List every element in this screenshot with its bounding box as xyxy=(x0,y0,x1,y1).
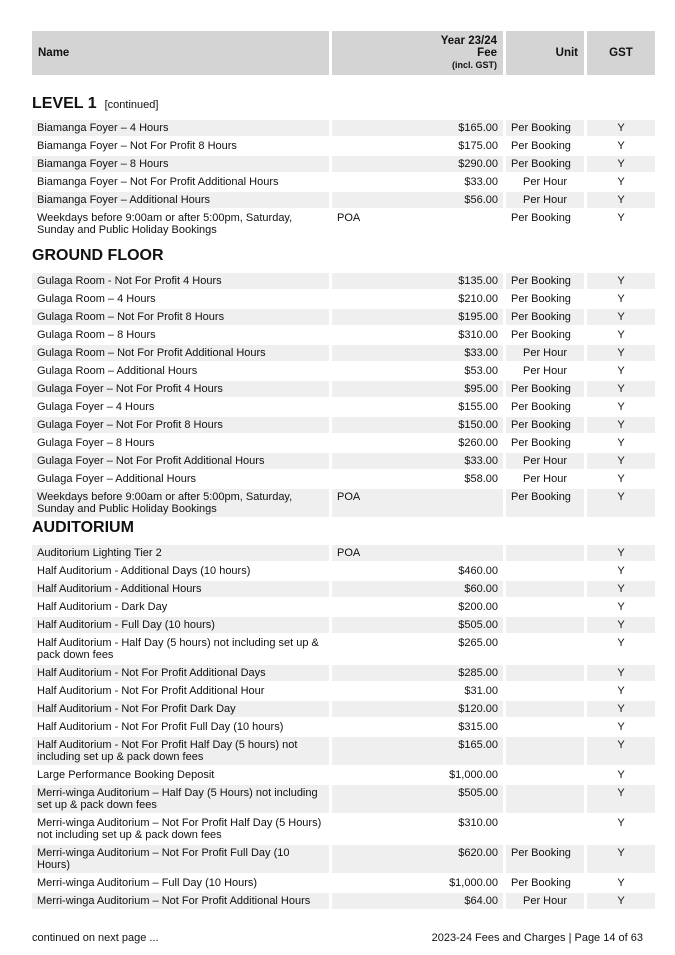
item-name: Merri-winga Auditorium – Not For Profit Additional Hours xyxy=(32,893,329,909)
section-title: AUDITORIUM xyxy=(32,519,134,536)
item-gst: Y xyxy=(617,817,625,829)
item-unit xyxy=(506,737,584,765)
item-name: Biamanga Foyer – Not For Profit 8 Hours xyxy=(37,140,237,152)
auditorium-fee-table xyxy=(29,543,658,911)
item-gst: Y xyxy=(617,769,625,781)
item-unit xyxy=(506,785,584,813)
item-name: Gulaga Room - Not For Profit 4 Hours xyxy=(32,273,329,289)
table-row xyxy=(32,683,655,699)
item-name: Merri-winga Auditorium – Full Day (10 Hours) xyxy=(37,877,258,889)
item-unit: Per Booking xyxy=(506,489,584,517)
table-row xyxy=(32,327,655,343)
item-fee: $135.00 xyxy=(332,273,503,289)
table-row xyxy=(32,563,655,579)
item-name: Gulaga Foyer – 8 Hours xyxy=(37,437,155,449)
section-title-auditorium xyxy=(32,519,134,537)
item-unit: Per Booking xyxy=(506,845,584,873)
item-gst: Y xyxy=(617,212,625,224)
table-row xyxy=(32,363,655,379)
item-gst: Y xyxy=(587,120,655,136)
item-name: Half Auditorium - Not For Profit Full Day (10 hours) xyxy=(37,721,284,733)
item-name: Biamanga Foyer – 8 Hours xyxy=(32,156,329,172)
item-gst: Y xyxy=(617,365,625,377)
table-row xyxy=(32,309,655,325)
item-fee: $31.00 xyxy=(464,685,498,697)
table-row xyxy=(32,599,655,615)
item-unit: Per Hour xyxy=(506,893,584,909)
item-unit: Per Booking xyxy=(506,273,584,289)
item-gst: Y xyxy=(617,437,625,449)
table-row xyxy=(32,845,655,873)
item-fee: $265.00 xyxy=(458,637,498,649)
item-gst: Y xyxy=(617,721,625,733)
item-gst: Y xyxy=(617,565,625,577)
item-unit: Per Booking xyxy=(511,437,571,449)
table-row xyxy=(32,665,655,681)
item-fee: $505.00 xyxy=(332,617,503,633)
item-unit xyxy=(506,581,584,597)
table-row xyxy=(32,435,655,451)
item-name: Gulaga Room – 4 Hours xyxy=(37,293,156,305)
item-name: Biamanga Foyer – 4 Hours xyxy=(32,120,329,136)
item-fee: $460.00 xyxy=(458,565,498,577)
item-name: Half Auditorium - Not For Profit Additional Hour xyxy=(37,685,265,697)
item-fee: $260.00 xyxy=(458,437,498,449)
table-row xyxy=(32,381,655,397)
item-name: Weekdays before 9:00am or after 5:00pm, Saturday, Sunday and Public Holiday Bookings xyxy=(32,489,329,517)
item-fee: $620.00 xyxy=(332,845,503,873)
item-fee: $58.00 xyxy=(464,473,498,485)
item-gst: Y xyxy=(617,140,625,152)
item-unit: Per Booking xyxy=(506,381,584,397)
item-fee: POA xyxy=(332,545,503,561)
item-gst: Y xyxy=(587,617,655,633)
item-gst: Y xyxy=(587,381,655,397)
table-row xyxy=(32,545,655,561)
item-fee: $120.00 xyxy=(332,701,503,717)
item-unit: Per Hour xyxy=(522,176,568,188)
item-unit xyxy=(506,767,584,783)
item-unit xyxy=(506,599,584,615)
item-fee: $150.00 xyxy=(332,417,503,433)
item-gst: Y xyxy=(587,785,655,813)
item-fee: $64.00 xyxy=(332,893,503,909)
item-gst: Y xyxy=(587,453,655,469)
table-row xyxy=(32,893,655,909)
item-gst: Y xyxy=(587,545,655,561)
item-unit: Per Booking xyxy=(511,140,571,152)
item-name: Half Auditorium - Not For Profit Half Day (5 hours) not including set up & pack down fees xyxy=(32,737,329,765)
item-unit: Per Hour xyxy=(506,345,584,361)
item-fee: $315.00 xyxy=(458,721,498,733)
section-title-level-1 xyxy=(32,95,158,113)
item-name: Half Auditorium - Full Day (10 hours) xyxy=(32,617,329,633)
item-name: Gulaga Room – Not For Profit Additional Hours xyxy=(32,345,329,361)
section-title: GROUND FLOOR xyxy=(32,247,164,264)
item-gst: Y xyxy=(617,473,625,485)
item-name: Large Performance Booking Deposit xyxy=(37,769,215,781)
item-gst: Y xyxy=(617,877,625,889)
item-name: Gulaga Room – Not For Profit 8 Hours xyxy=(32,309,329,325)
item-gst: Y xyxy=(587,845,655,873)
item-fee: POA xyxy=(337,212,361,224)
item-unit xyxy=(506,701,584,717)
item-gst: Y xyxy=(587,156,655,172)
item-name: Gulaga Room – Additional Hours xyxy=(37,365,198,377)
item-fee: $210.00 xyxy=(458,293,498,305)
table-row xyxy=(32,719,655,735)
item-fee: $1,000.00 xyxy=(449,877,498,889)
item-fee: $310.00 xyxy=(458,817,498,829)
item-fee: $56.00 xyxy=(332,192,503,208)
item-name: Gulaga Room – 8 Hours xyxy=(37,329,156,341)
item-gst: Y xyxy=(617,293,625,305)
table-row xyxy=(32,120,655,136)
item-name: Gulaga Foyer – 4 Hours xyxy=(37,401,155,413)
item-unit: Per Booking xyxy=(506,309,584,325)
table-row xyxy=(32,701,655,717)
table-row xyxy=(32,138,655,154)
item-unit: Per Hour xyxy=(522,473,568,485)
item-unit xyxy=(506,683,584,699)
item-fee: $290.00 xyxy=(332,156,503,172)
item-fee: $165.00 xyxy=(332,737,503,765)
ground-floor-fee-table xyxy=(29,271,658,519)
fee-header-line1: Year 23/24 xyxy=(440,35,497,47)
item-unit: Per Hour xyxy=(506,453,584,469)
item-fee: $285.00 xyxy=(332,665,503,681)
item-fee: $33.00 xyxy=(332,345,503,361)
item-fee: $200.00 xyxy=(458,601,498,613)
table-row xyxy=(32,635,655,663)
item-gst: Y xyxy=(587,489,655,517)
item-name: Biamanga Foyer – Additional Hours xyxy=(32,192,329,208)
table-row xyxy=(32,617,655,633)
table-row xyxy=(32,417,655,433)
item-name: Half Auditorium - Half Day (5 hours) not including set up & pack down fees xyxy=(37,637,319,661)
table-row xyxy=(32,581,655,597)
item-name: Half Auditorium - Not For Profit Dark Day xyxy=(32,701,329,717)
section-title: LEVEL 1 xyxy=(32,95,97,112)
item-unit: Per Booking xyxy=(511,293,571,305)
item-name: Merri-winga Auditorium – Not For Profit Half Day (5 Hours) not including set up & pack down fees xyxy=(37,817,322,841)
item-gst: Y xyxy=(617,601,625,613)
item-fee: $165.00 xyxy=(332,120,503,136)
fee-header-line2: Fee xyxy=(477,47,497,59)
table-row xyxy=(32,345,655,361)
table-row xyxy=(32,192,655,208)
item-name: Weekdays before 9:00am or after 5:00pm, Saturday, Sunday and Public Holiday Bookings xyxy=(37,212,293,236)
item-name: Half Auditorium - Additional Days (10 hours) xyxy=(37,565,251,577)
section-title-ground-floor xyxy=(32,247,164,265)
item-unit: Per Booking xyxy=(511,329,571,341)
item-unit xyxy=(506,815,584,843)
item-unit: Per Booking xyxy=(511,212,571,224)
item-name: Gulaga Foyer – Additional Hours xyxy=(37,473,196,485)
item-fee: $310.00 xyxy=(458,329,498,341)
item-unit: Per Booking xyxy=(511,877,571,889)
item-fee: $95.00 xyxy=(332,381,503,397)
item-name: Half Auditorium - Not For Profit Additional Days xyxy=(32,665,329,681)
item-gst: Y xyxy=(617,401,625,413)
column-header-unit: Unit xyxy=(506,31,584,75)
item-fee: $33.00 xyxy=(464,176,498,188)
table-row xyxy=(32,156,655,172)
table-row xyxy=(32,875,655,891)
item-name: Gulaga Foyer – Not For Profit 4 Hours xyxy=(32,381,329,397)
item-fee: $175.00 xyxy=(458,140,498,152)
item-gst: Y xyxy=(587,581,655,597)
fee-header-line3: (incl. GST) xyxy=(452,60,497,70)
item-gst: Y xyxy=(617,329,625,341)
item-fee: $195.00 xyxy=(332,309,503,325)
column-header-gst: GST xyxy=(587,31,655,75)
item-fee: $60.00 xyxy=(332,581,503,597)
item-gst: Y xyxy=(587,345,655,361)
table-row xyxy=(32,815,655,843)
table-row xyxy=(32,399,655,415)
item-unit: Per Booking xyxy=(511,401,571,413)
item-fee: $33.00 xyxy=(332,453,503,469)
item-fee: $155.00 xyxy=(458,401,498,413)
item-fee: POA xyxy=(332,489,503,517)
table-row xyxy=(32,785,655,813)
item-name: Half Auditorium - Additional Hours xyxy=(32,581,329,597)
item-gst: Y xyxy=(617,685,625,697)
item-gst: Y xyxy=(617,176,625,188)
item-unit xyxy=(506,563,584,579)
item-gst: Y xyxy=(617,637,625,649)
item-unit: Per Hour xyxy=(506,192,584,208)
table-row xyxy=(32,489,655,517)
table-header xyxy=(29,29,658,77)
item-gst: Y xyxy=(587,701,655,717)
item-name: Gulaga Foyer – Not For Profit 8 Hours xyxy=(32,417,329,433)
item-unit xyxy=(506,617,584,633)
item-unit: Per Booking xyxy=(506,417,584,433)
item-unit xyxy=(506,719,584,735)
table-row xyxy=(32,471,655,487)
item-name: Gulaga Foyer – Not For Profit Additional Hours xyxy=(32,453,329,469)
table-row xyxy=(32,737,655,765)
footer-page-number: 2023-24 Fees and Charges | Page 14 of 63 xyxy=(431,932,643,944)
item-name: Half Auditorium - Dark Day xyxy=(37,601,168,613)
item-name: Merri-winga Auditorium – Not For Profit Full Day (10 Hours) xyxy=(32,845,329,873)
level-1-fee-table xyxy=(29,118,658,240)
item-fee: $1,000.00 xyxy=(449,769,498,781)
table-row xyxy=(32,273,655,289)
item-unit xyxy=(506,665,584,681)
item-unit: Per Hour xyxy=(522,365,568,377)
item-gst: Y xyxy=(587,665,655,681)
table-row xyxy=(32,453,655,469)
item-gst: Y xyxy=(587,273,655,289)
table-row xyxy=(32,291,655,307)
item-gst: Y xyxy=(587,417,655,433)
item-unit xyxy=(506,545,584,561)
item-unit: Per Booking xyxy=(506,156,584,172)
item-gst: Y xyxy=(587,737,655,765)
item-name: Biamanga Foyer – Not For Profit Additional Hours xyxy=(37,176,279,188)
table-row xyxy=(32,174,655,190)
column-header-fee xyxy=(332,31,503,75)
item-fee: $53.00 xyxy=(464,365,498,377)
item-gst: Y xyxy=(587,309,655,325)
item-unit: Per Booking xyxy=(506,120,584,136)
column-header-name: Name xyxy=(32,31,329,75)
item-name: Auditorium Lighting Tier 2 xyxy=(32,545,329,561)
table-row xyxy=(32,210,655,238)
item-gst: Y xyxy=(587,192,655,208)
table-row xyxy=(32,767,655,783)
item-fee: $505.00 xyxy=(332,785,503,813)
section-subtitle: [continued] xyxy=(104,99,159,111)
item-gst: Y xyxy=(587,893,655,909)
item-name: Merri-winga Auditorium – Half Day (5 Hours) not including set up & pack down fees xyxy=(32,785,329,813)
item-unit xyxy=(506,635,584,663)
footer-continued-note: continued on next page ... xyxy=(32,932,159,944)
